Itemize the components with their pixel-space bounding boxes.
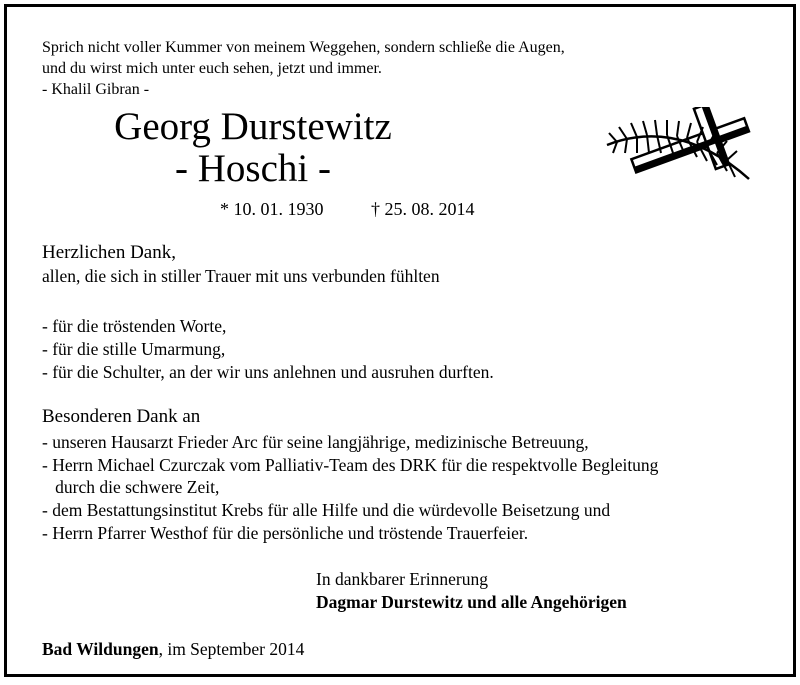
deceased-name: Georg Durstewitz (114, 105, 392, 148)
special-thanks-item-continuation: durch die schwere Zeit, (42, 477, 220, 497)
thanks-item: - für die tröstenden Worte, (42, 316, 227, 336)
cross-with-palm-branch-icon (603, 107, 763, 187)
obituary-notice (4, 4, 796, 677)
thanks-heading: Herzlichen Dank, (42, 242, 176, 263)
thanks-item: - für die stille Umarmung, (42, 339, 226, 359)
quote-line-1: Sprich nicht voller Kummer von meinem Weggehen, sondern schließe die Augen, (42, 39, 565, 56)
thanks-item: - für die Schulter, an der wir uns anlehnen und ausruhen durften. (42, 362, 494, 382)
deceased-nickname: - Hoschi - (175, 147, 331, 190)
notice-date: , im September 2014 (158, 639, 305, 659)
special-thanks-item: - unseren Hausarzt Frieder Arc für seine langjährige, medizinische Betreuung, (42, 432, 589, 452)
special-thanks-heading: Besonderen Dank an (42, 406, 201, 427)
quote-line-2: und du wirst mich unter euch sehen, jetzt und immer. (42, 60, 382, 77)
family-signature: Dagmar Durstewitz und alle Angehörigen (316, 592, 627, 612)
place-name: Bad Wildungen (42, 639, 159, 659)
special-thanks-item: - dem Bestattungsinstitut Krebs für alle Hilfe und die würdevolle Beisetzung und (42, 500, 611, 520)
remembrance-line: In dankbarer Erinnerung (316, 569, 489, 589)
death-date: † 25. 08. 2014 (371, 199, 475, 219)
place-and-date (42, 638, 304, 660)
special-thanks-item: - Herrn Pfarrer Westhof für die persönliche und tröstende Trauerfeier. (42, 523, 529, 543)
thanks-intro: allen, die sich in stiller Trauer mit uns verbunden fühlten (42, 266, 440, 286)
quote-author: - Khalil Gibran - (42, 81, 150, 98)
birth-date: * 10. 01. 1930 (220, 199, 324, 219)
special-thanks-item: - Herrn Michael Czurczak vom Palliativ-Team des DRK für die respektvolle Begleitung (42, 455, 659, 475)
